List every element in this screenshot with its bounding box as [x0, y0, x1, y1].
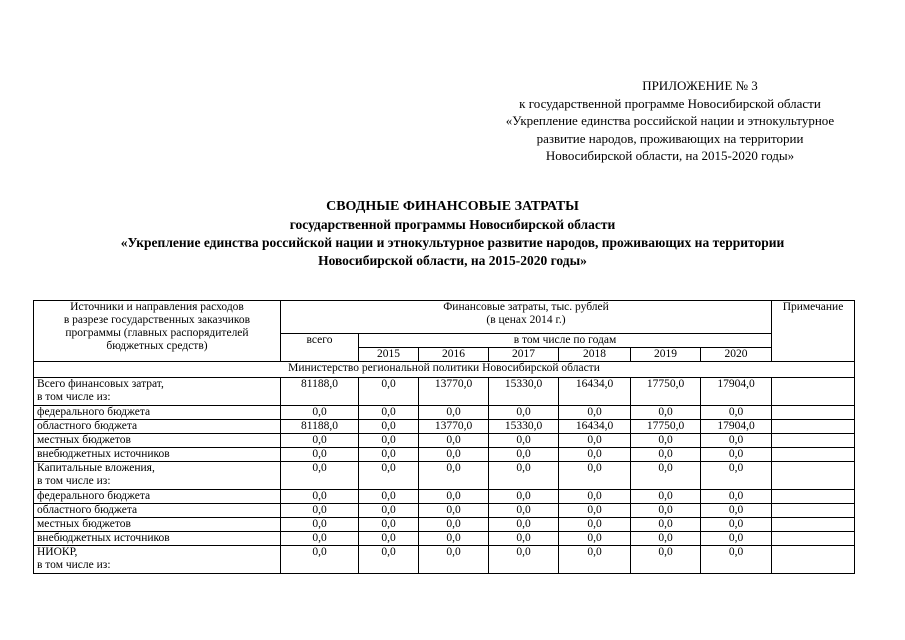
- cell-year-value: 17750,0: [631, 420, 701, 434]
- cell-year-value: 16434,0: [559, 420, 631, 434]
- row-label: [34, 434, 281, 448]
- cell-year-value: 0,0: [701, 448, 772, 462]
- cell-year-value: 0,0: [701, 434, 772, 448]
- cell-note: [772, 406, 855, 420]
- financial-table: [33, 300, 855, 574]
- row-label: [34, 546, 281, 574]
- appendix-line: Новосибирской области, на 2015-2020 годы»: [545, 148, 795, 163]
- cell-note: [772, 448, 855, 462]
- header-costs-line: Финансовые затраты, тыс. рублей: [443, 301, 609, 313]
- cell-year-value: 0,0: [559, 546, 631, 574]
- cell-note: [772, 546, 855, 574]
- row-label: [34, 378, 281, 406]
- cell-year-value: 0,0: [631, 518, 701, 532]
- header-source-line: бюджетных средств): [106, 340, 208, 352]
- cell-year-value: 0,0: [559, 504, 631, 518]
- cell-year-value: 0,0: [359, 462, 419, 490]
- table-row: [34, 462, 855, 490]
- cell-year-value: 0,0: [359, 504, 419, 518]
- header-source: [34, 301, 281, 362]
- cell-year-value: 0,0: [559, 434, 631, 448]
- cell-year-value: 16434,0: [559, 378, 631, 406]
- cell-year-value: 15330,0: [489, 378, 559, 406]
- table-row: [34, 420, 855, 434]
- appendix-line: к государственной программе Новосибирской области: [519, 95, 821, 111]
- cell-year-value: 0,0: [359, 420, 419, 434]
- header-source-line: в разрезе государственных заказчиков: [63, 314, 251, 326]
- row-label: [34, 532, 281, 546]
- cell-year-value: 0,0: [419, 504, 489, 518]
- table-row: [34, 532, 855, 546]
- cell-year-value: 0,0: [489, 504, 559, 518]
- appendix-line: «Укрепление единства российской нации и этнокультурное: [505, 113, 835, 128]
- cell-note: [772, 504, 855, 518]
- row-label: [34, 518, 281, 532]
- table-row: [34, 406, 855, 420]
- cell-year-value: 0,0: [489, 462, 559, 490]
- cell-year-value: 0,0: [359, 448, 419, 462]
- cell-year-value: 0,0: [419, 434, 489, 448]
- cell-year-value: 0,0: [359, 406, 419, 420]
- ministry-row: Министерство региональной политики Новосибирской области: [34, 362, 855, 378]
- row-label-line: в том числе из:: [37, 475, 111, 487]
- row-label: [34, 504, 281, 518]
- row-label: [34, 420, 281, 434]
- row-label-line: НИОКР,: [37, 546, 78, 558]
- row-label-line: в том числе из:: [37, 559, 111, 571]
- cell-note: [772, 378, 855, 406]
- cell-note: [772, 518, 855, 532]
- header-year: 2015: [359, 348, 419, 362]
- header-year: 2018: [559, 348, 631, 362]
- cell-year-value: 0,0: [701, 406, 772, 420]
- header-year: 2020: [701, 348, 772, 362]
- table-row: [34, 546, 855, 574]
- header-source-line: Источники и направления расходов: [70, 301, 244, 313]
- row-label: [34, 490, 281, 504]
- title-line: СВОДНЫЕ ФИНАНСОВЫЕ ЗАТРАТЫ: [326, 199, 579, 214]
- cell-year-value: 0,0: [559, 406, 631, 420]
- cell-year-value: 0,0: [631, 504, 701, 518]
- cell-total: 0,0: [281, 504, 359, 518]
- row-label-line: местных бюджетов: [37, 434, 131, 446]
- cell-year-value: 17904,0: [701, 378, 772, 406]
- cell-year-value: 0,0: [419, 518, 489, 532]
- document-title: [20, 198, 885, 270]
- header-costs-line: (в ценах 2014 г.): [486, 314, 566, 326]
- cell-year-value: 15330,0: [489, 420, 559, 434]
- cell-year-value: 0,0: [359, 378, 419, 406]
- table-row: [34, 490, 855, 504]
- header-year: 2019: [631, 348, 701, 362]
- row-label: [34, 448, 281, 462]
- cell-year-value: 0,0: [359, 546, 419, 574]
- row-label: [34, 406, 281, 420]
- cell-year-value: 0,0: [359, 490, 419, 504]
- cell-year-value: 0,0: [631, 490, 701, 504]
- cell-total: 81188,0: [281, 378, 359, 406]
- cell-year-value: 0,0: [489, 434, 559, 448]
- cell-total: 0,0: [281, 462, 359, 490]
- cell-year-value: 0,0: [489, 490, 559, 504]
- cell-total: 0,0: [281, 434, 359, 448]
- cell-note: [772, 532, 855, 546]
- cell-total: 81188,0: [281, 420, 359, 434]
- header-year: 2017: [489, 348, 559, 362]
- cell-year-value: 0,0: [559, 518, 631, 532]
- row-label-line: в том числе из:: [37, 391, 111, 403]
- title-line: «Укрепление единства российской нации и этнокультурное развитие народов, проживающих на территории: [120, 235, 785, 250]
- cell-year-value: 0,0: [631, 546, 701, 574]
- cell-total: 0,0: [281, 448, 359, 462]
- row-label-line: внебюджетных источников: [37, 448, 170, 460]
- cell-year-value: 0,0: [419, 406, 489, 420]
- row-label-line: местных бюджетов: [37, 518, 131, 530]
- cell-year-value: 17904,0: [701, 420, 772, 434]
- cell-year-value: 0,0: [701, 504, 772, 518]
- header-costs: [281, 301, 772, 334]
- cell-year-value: 0,0: [359, 518, 419, 532]
- cell-year-value: 0,0: [559, 490, 631, 504]
- cell-year-value: 0,0: [419, 532, 489, 546]
- table-row: [34, 434, 855, 448]
- cell-year-value: 0,0: [701, 462, 772, 490]
- table-row: [34, 448, 855, 462]
- cell-year-value: 0,0: [701, 546, 772, 574]
- row-label-line: внебюджетных источников: [37, 532, 170, 544]
- cell-year-value: 0,0: [701, 532, 772, 546]
- appendix-line: развитие народов, проживающих на территории: [536, 130, 804, 146]
- cell-year-value: 0,0: [359, 532, 419, 546]
- cell-year-value: 0,0: [489, 518, 559, 532]
- row-label: [34, 462, 281, 490]
- header-year: 2016: [419, 348, 489, 362]
- appendix-block: [470, 77, 870, 165]
- cell-year-value: 0,0: [489, 532, 559, 546]
- cell-note: [772, 434, 855, 448]
- cell-year-value: 0,0: [631, 532, 701, 546]
- cell-year-value: 0,0: [489, 546, 559, 574]
- cell-note: [772, 462, 855, 490]
- cell-total: 0,0: [281, 546, 359, 574]
- cell-year-value: 0,0: [419, 448, 489, 462]
- cell-year-value: 0,0: [701, 518, 772, 532]
- title-line: государственной программы Новосибирской области: [289, 217, 616, 232]
- cell-year-value: 0,0: [489, 406, 559, 420]
- appendix-number: ПРИЛОЖЕНИЕ № 3: [642, 78, 758, 93]
- cell-year-value: 0,0: [631, 462, 701, 490]
- cell-year-value: 0,0: [559, 532, 631, 546]
- cell-note: [772, 490, 855, 504]
- cell-total: 0,0: [281, 518, 359, 532]
- cell-year-value: 0,0: [559, 462, 631, 490]
- cell-year-value: 17750,0: [631, 378, 701, 406]
- cell-year-value: 0,0: [419, 490, 489, 504]
- cell-year-value: 0,0: [359, 434, 419, 448]
- cell-year-value: 0,0: [631, 434, 701, 448]
- cell-year-value: 0,0: [419, 546, 489, 574]
- table-row: [34, 378, 855, 406]
- header-source-line: программы (главных распорядителей: [65, 327, 249, 339]
- cell-year-value: 0,0: [631, 406, 701, 420]
- cell-year-value: 0,0: [419, 462, 489, 490]
- cell-year-value: 13770,0: [419, 378, 489, 406]
- title-line: Новосибирской области, на 2015-2020 годы»: [318, 253, 587, 268]
- table-row: [34, 504, 855, 518]
- row-label-line: областного бюджета: [37, 504, 138, 516]
- cell-year-value: 0,0: [631, 448, 701, 462]
- header-by-year: в том числе по годам: [359, 334, 772, 348]
- row-label-line: федерального бюджета: [37, 406, 151, 418]
- cell-year-value: 13770,0: [419, 420, 489, 434]
- cell-year-value: 0,0: [489, 448, 559, 462]
- header-total: всего: [281, 334, 359, 362]
- cell-note: [772, 420, 855, 434]
- table-row: [34, 518, 855, 532]
- cell-year-value: 0,0: [559, 448, 631, 462]
- row-label-line: федерального бюджета: [37, 490, 151, 502]
- header-note: Примечание: [772, 301, 855, 362]
- cell-year-value: 0,0: [701, 490, 772, 504]
- cell-total: 0,0: [281, 406, 359, 420]
- cell-total: 0,0: [281, 532, 359, 546]
- row-label-line: Всего финансовых затрат,: [37, 378, 164, 390]
- cell-total: 0,0: [281, 490, 359, 504]
- row-label-line: областного бюджета: [37, 420, 138, 432]
- row-label-line: Капитальные вложения,: [37, 462, 155, 474]
